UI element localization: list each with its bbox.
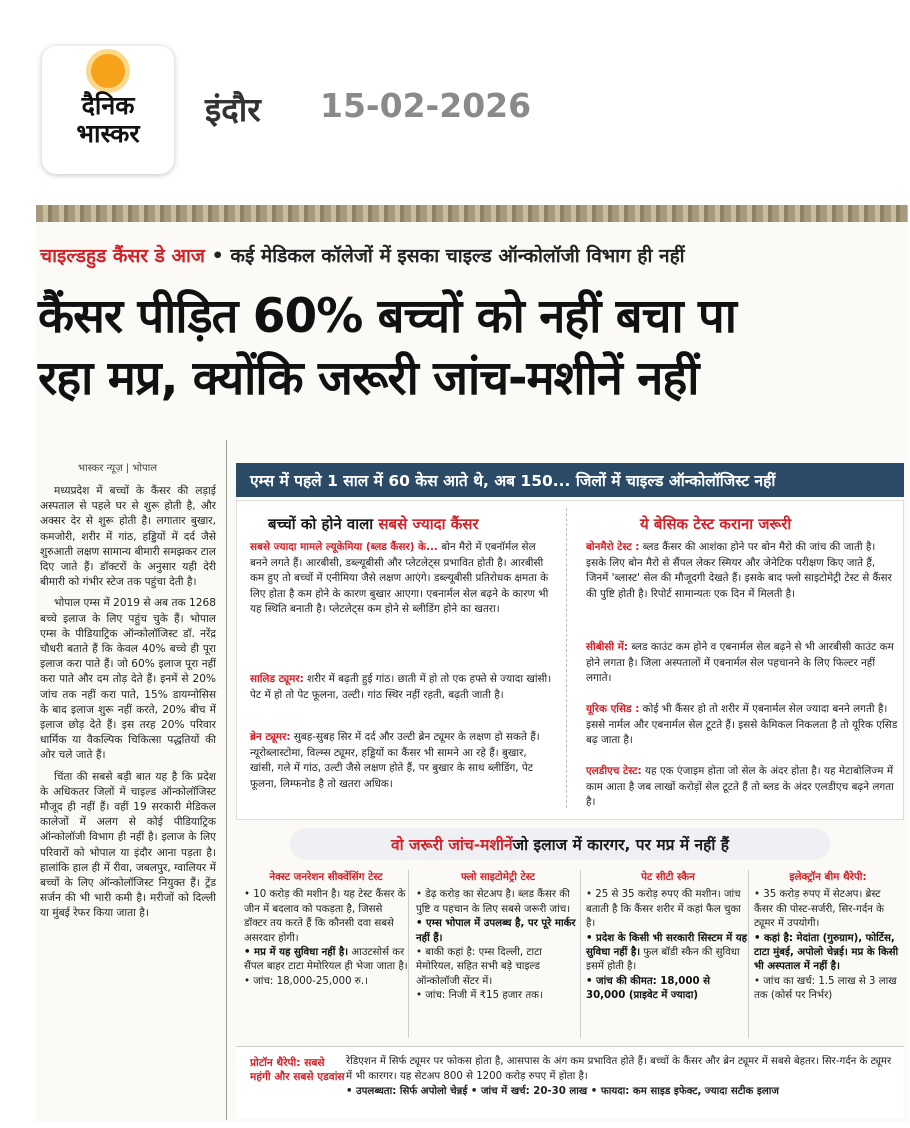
proton-text: रेडिएशन में सिर्फ ट्यूमर पर फोकस होता है, आसपास के अंग कम प्रभावित होते हैं। बच्चों के कैंसर और ब्रेन ट्यूमर में सबसे बेहतर। सिर-गर्दन के ट्यूमर में भी कारगर। यह सेटअप 800 से 1200 करोड़ रुपए में होता है। • उपलब्धता: सिर्फ अपोलो चेन्नई • जांच में खर्च: 20-30 लाख • फायदा: कम साइड इफेक्ट, ज्यादा सटीक इलाज (346, 1056, 892, 1097)
col-divider (748, 870, 749, 1038)
cancer-section-title (268, 514, 479, 534)
column-divider (226, 440, 227, 1120)
panel-divider (566, 508, 567, 808)
logo-line1: दैनिक (81, 91, 135, 120)
machine-col: इलेक्ट्रॉन बीम थैरेपी: • 35 करोड़ रुपए में सेटअप। ब्रेस्ट कैंसर की पोस्ट-सर्जरी, सिर-गर्दन के ट्यूमर में उपयोगी। • कहां है: मेदांता (गुरुग्राम), फोर्टिस, टाटा मुंबई, अपोलो चेन्नई। मप्र के किसी भी अस्पताल में नहीं है। • जांच का खर्च: 1.5 लाख से 3 लाख तक (कोर्स पर निर्भर) (754, 871, 899, 1002)
tests-section-title: ये बेसिक टेस्ट कराना जरूरी (640, 515, 792, 533)
test-item: बोनमैरो टेस्ट : ब्लड कैंसर की आशंका होने पर बोन मैरो की जांच की जाती है। इसके लिए बोन मैरो से सैंपल लेकर स्मियर और जेनेटिक परीक्षण किए जाते हैं, जिनमें 'ब्लास्ट' सेल की मौजूदगी देखते हैं। इसके बाद फ्लो साइटोमेट्री टेस्ट से कैंसर की पुष्टि होती है। रिपोर्ट सामान्यतः एक दिन में मिलती है। (586, 541, 892, 600)
dainik-bhaskar-logo (42, 46, 174, 174)
edition-city: इंदौर (205, 90, 261, 129)
kicker-line (40, 242, 685, 268)
test-item: सीबीसी में: ब्लड काउंट कम होने व एबनार्मल सेल बढ़ने से भी आरबीसी काउंट कम होने लगता है। जिला अस्पतालों में एबनार्मल सेल पहचानने के लिए फिल्टर नहीं लगाते। (586, 641, 894, 684)
body-para: चिंता की सबसे बड़ी बात यह है कि प्रदेश के अधिकतर जिलों में चाइल्ड ऑन्कोलॉजिस्ट मौजूद ही नहीं हैं। वहीं 19 सरकारी मेडिकल कालेजों में अलग से कोई पीडियाट्रिक ऑन्कोलॉजी विभाग ही नहीं है। इलाज के लिए परिवारों को भोपाल या इंदौर आना पड़ता है। हालांकि हाल ही में रीवा, जबलपुर, ग्वालियर में बच्चों के लिए ऑन्कोलॉजिस्ट नियुक्त हैं। ट्रेंड सर्जन की भी भारी कमी है। मरीजों को दिल्ली या मुंबई रेफर किया जाता है। (40, 770, 216, 920)
col-divider (580, 870, 581, 1038)
edition-date: 15-02-2026 (320, 86, 532, 125)
body-para: भोपाल एम्स में 2019 से अब तक 1268 बच्चे इलाज के लिए पहुंच चुके हैं। भोपाल एम्स के पीडियाट्रिक ऑन्कोलॉजिस्ट डॉ. नरेंद्र चौधरी बताते हैं कि केवल 40% बच्चे ही पूरा इलाज करा पाते हैं। जो 60% इलाज पूरा नहीं करा पाते और दम तोड़ देते हैं। इनमें से 20% जांच तक नहीं करा पाते, 15% डायग्नोसिस के बाद इलाज शुरू नहीं करते, 20% बीच में इलाज छोड़ देते हैं। इस तरह 20% परिवार धार्मिक या वैकल्पिक चिकित्सा पद्धतियों की ओर चले जाते हैं। (40, 597, 216, 762)
test-item: यूरिक एसिड : कोई भी कैंसर हो तो शरीर में एबनार्मल सेल ज्यादा बनने लगती है। इससे नार्मल और एबनार्मल सेल टूटते हैं। इससे केमिकल निकलता है तो यूरिक एसिड बढ़ जाता है। (586, 703, 898, 746)
sun-icon (91, 54, 125, 88)
article-body (40, 484, 216, 922)
torn-paper-edge (36, 205, 908, 223)
machine-col: फ्लो साइटोमेट्री टेस्ट • डेढ़ करोड़ का सेटअप है। ब्लड कैंसर की पुष्टि व पहचान के लिए सबसे जरूरी जांच। • एम्स भोपाल में उपलब्ध है, पर पूरे मार्कर नहीं हैं। • बाकी कहां है: एम्स दिल्ली, टाटा मेमोरियल, सहित सभी बड़े चाइल्ड ऑन्कोलॉजी सेंटर में। • जांच: निजी में ₹15 हजार तक। (416, 871, 576, 1002)
logo-line2: भास्कर (76, 119, 140, 148)
cancer-item: सालिड ट्यूमर: शरीर में बढ़ती हुई गांठ। छाती में हो तो एक हफ्ते से ज्यादा खांसी। पेट में हो तो पेट फूलना, उल्टी। गांठ स्थिर नहीं रहती, बढ़ती जाती है। (250, 673, 552, 701)
machines-columns (240, 870, 904, 1050)
headline-line1: कैंसर पीड़ित 60% बच्चों को नहीं बचा पा (38, 289, 736, 344)
kicker-red: चाइल्डहुड कैंसर डे आज (40, 245, 205, 267)
machines-heading-b: जो इलाज में कारगर, पर मप्र में नहीं हैं (512, 836, 729, 854)
machine-col: नेक्स्ट जनरेशन सीक्वेंसिंग टेस्ट • 10 करोड़ की मशीन है। यह टेस्ट कैंसर के जीन में बदलाव को पकड़ता है, जिससे डॉक्टर तय करते हैं कि कौनसी दवा सबसे असरदार होगी। • मप्र में यह सुविधा नहीं है। आउटसोर्स कर सैंपल बाहर टाटा मेमोरियल ही भेजा जाता है। • जांच: 18,000-25,000 रु.। (244, 871, 408, 987)
cancer-item: सबसे ज्यादा मामले ल्यूकेमिया (ब्लड कैंसर) के... बोन मैरो में एबनॉर्मल सेल बनने लगते हैं। आरबीसी, डब्ल्यूबीसी और प्लेटलेट्स प्रभावित होती है। आरबीसी कम हुए तो बच्चों में एनीमिया जैसे लक्षण आएंगे। डब्ल्यूबीसी प्रतिरोधक क्षमता के लिए होता है कम होने के कारण बुखार आएगा। एबनार्मल सेल बढ़ने के कारण भी यह स्थिति बनाती है। प्लेटलेट्स कम होने से ब्लीडिंग होने का खतरा। (250, 541, 549, 615)
machine-col: पेट सीटी स्कैन • 25 से 35 करोड़ रुपए की मशीन। जांच बताती है कि कैंसर शरीर में कहां फैल चुका है। • प्रदेश के किसी भी सरकारी सिस्टम में यह सुविधा नहीं है। फुल बॉडी स्कैन की सुविधा इसमें होती है। • जांच की कीमत: 18,000 से 30,000 (प्राइवेट में ज्यादा) (586, 871, 748, 1002)
cancer-title-b: सबसे ज्यादा कैंसर (378, 515, 479, 533)
proton-title: प्रोटॉन थैरेपी: सबसे महंगी और सबसे एडवांस (250, 1057, 345, 1083)
body-para: मध्यप्रदेश में बच्चों के कैंसर की लड़ाई अस्पताल से पहले घर से शुरू होती है, और अक्सर देर से शुरू होती है। लगातार बुखार, कमजोरी, शरीर में गांठ, हड्डियों में दर्द जैसे शुरुआती लक्षण सामान्य बीमारी समझकर टाल दिए जाते हैं। डॉक्टरों के अनुसार यही देरी बीमारी को गंभीर स्टेज तक पहुंचा देती है। (40, 485, 216, 589)
machines-heading (290, 828, 830, 860)
kicker-dark: • कई मेडिकल कॉलेजों में इसका चाइल्ड ऑन्कोलॉजी विभाग ही नहीं (211, 245, 685, 267)
cancer-item: ब्रेन ट्यूमर: सुबह-सुबह सिर में दर्द और उल्टी ब्रेन ट्यूमर के लक्षण हो सकते हैं। न्यूरोब्लास्टोमा, विल्म्स ट्यूमर, हड्डियों का कैंसर भी सामने आ रहे हैं। बुखार, खांसी, गले में गांठ, उल्टी जैसे लक्षण होते हैं, पर बुखार के साथ ब्लीडिंग, पेट फूलना, लिम्फनोड है तो खतरा अधिक। (250, 731, 540, 790)
col-divider (408, 870, 409, 1038)
headline-line2: रहा मप्र, क्योंकि जरूरी जांच-मशीनें नहीं (38, 351, 699, 406)
test-item: एलडीएच टेस्ट: यह एक एंजाइम होता जो सेल के अंदर होता है। यह मेटाबोलिज्म में काम आता है जब लाखों करोड़ों सेल टूटते हैं तो ब्लड के अंदर एलडीएच बढ़ने लगता है। (586, 765, 894, 808)
machines-heading-a: वो जरूरी जांच-मशीनें (391, 836, 513, 854)
cancer-title-a: बच्चों को होने वाला (268, 515, 379, 533)
byline: भास्कर न्यूज़ | भोपाल (78, 463, 158, 474)
headline (38, 286, 898, 410)
infographic-bar: एम्स में पहले 1 साल में 60 केस आते थे, अब 150... जिलों में चाइल्ड ऑन्कोलॉजिस्ट नहीं (236, 463, 904, 497)
